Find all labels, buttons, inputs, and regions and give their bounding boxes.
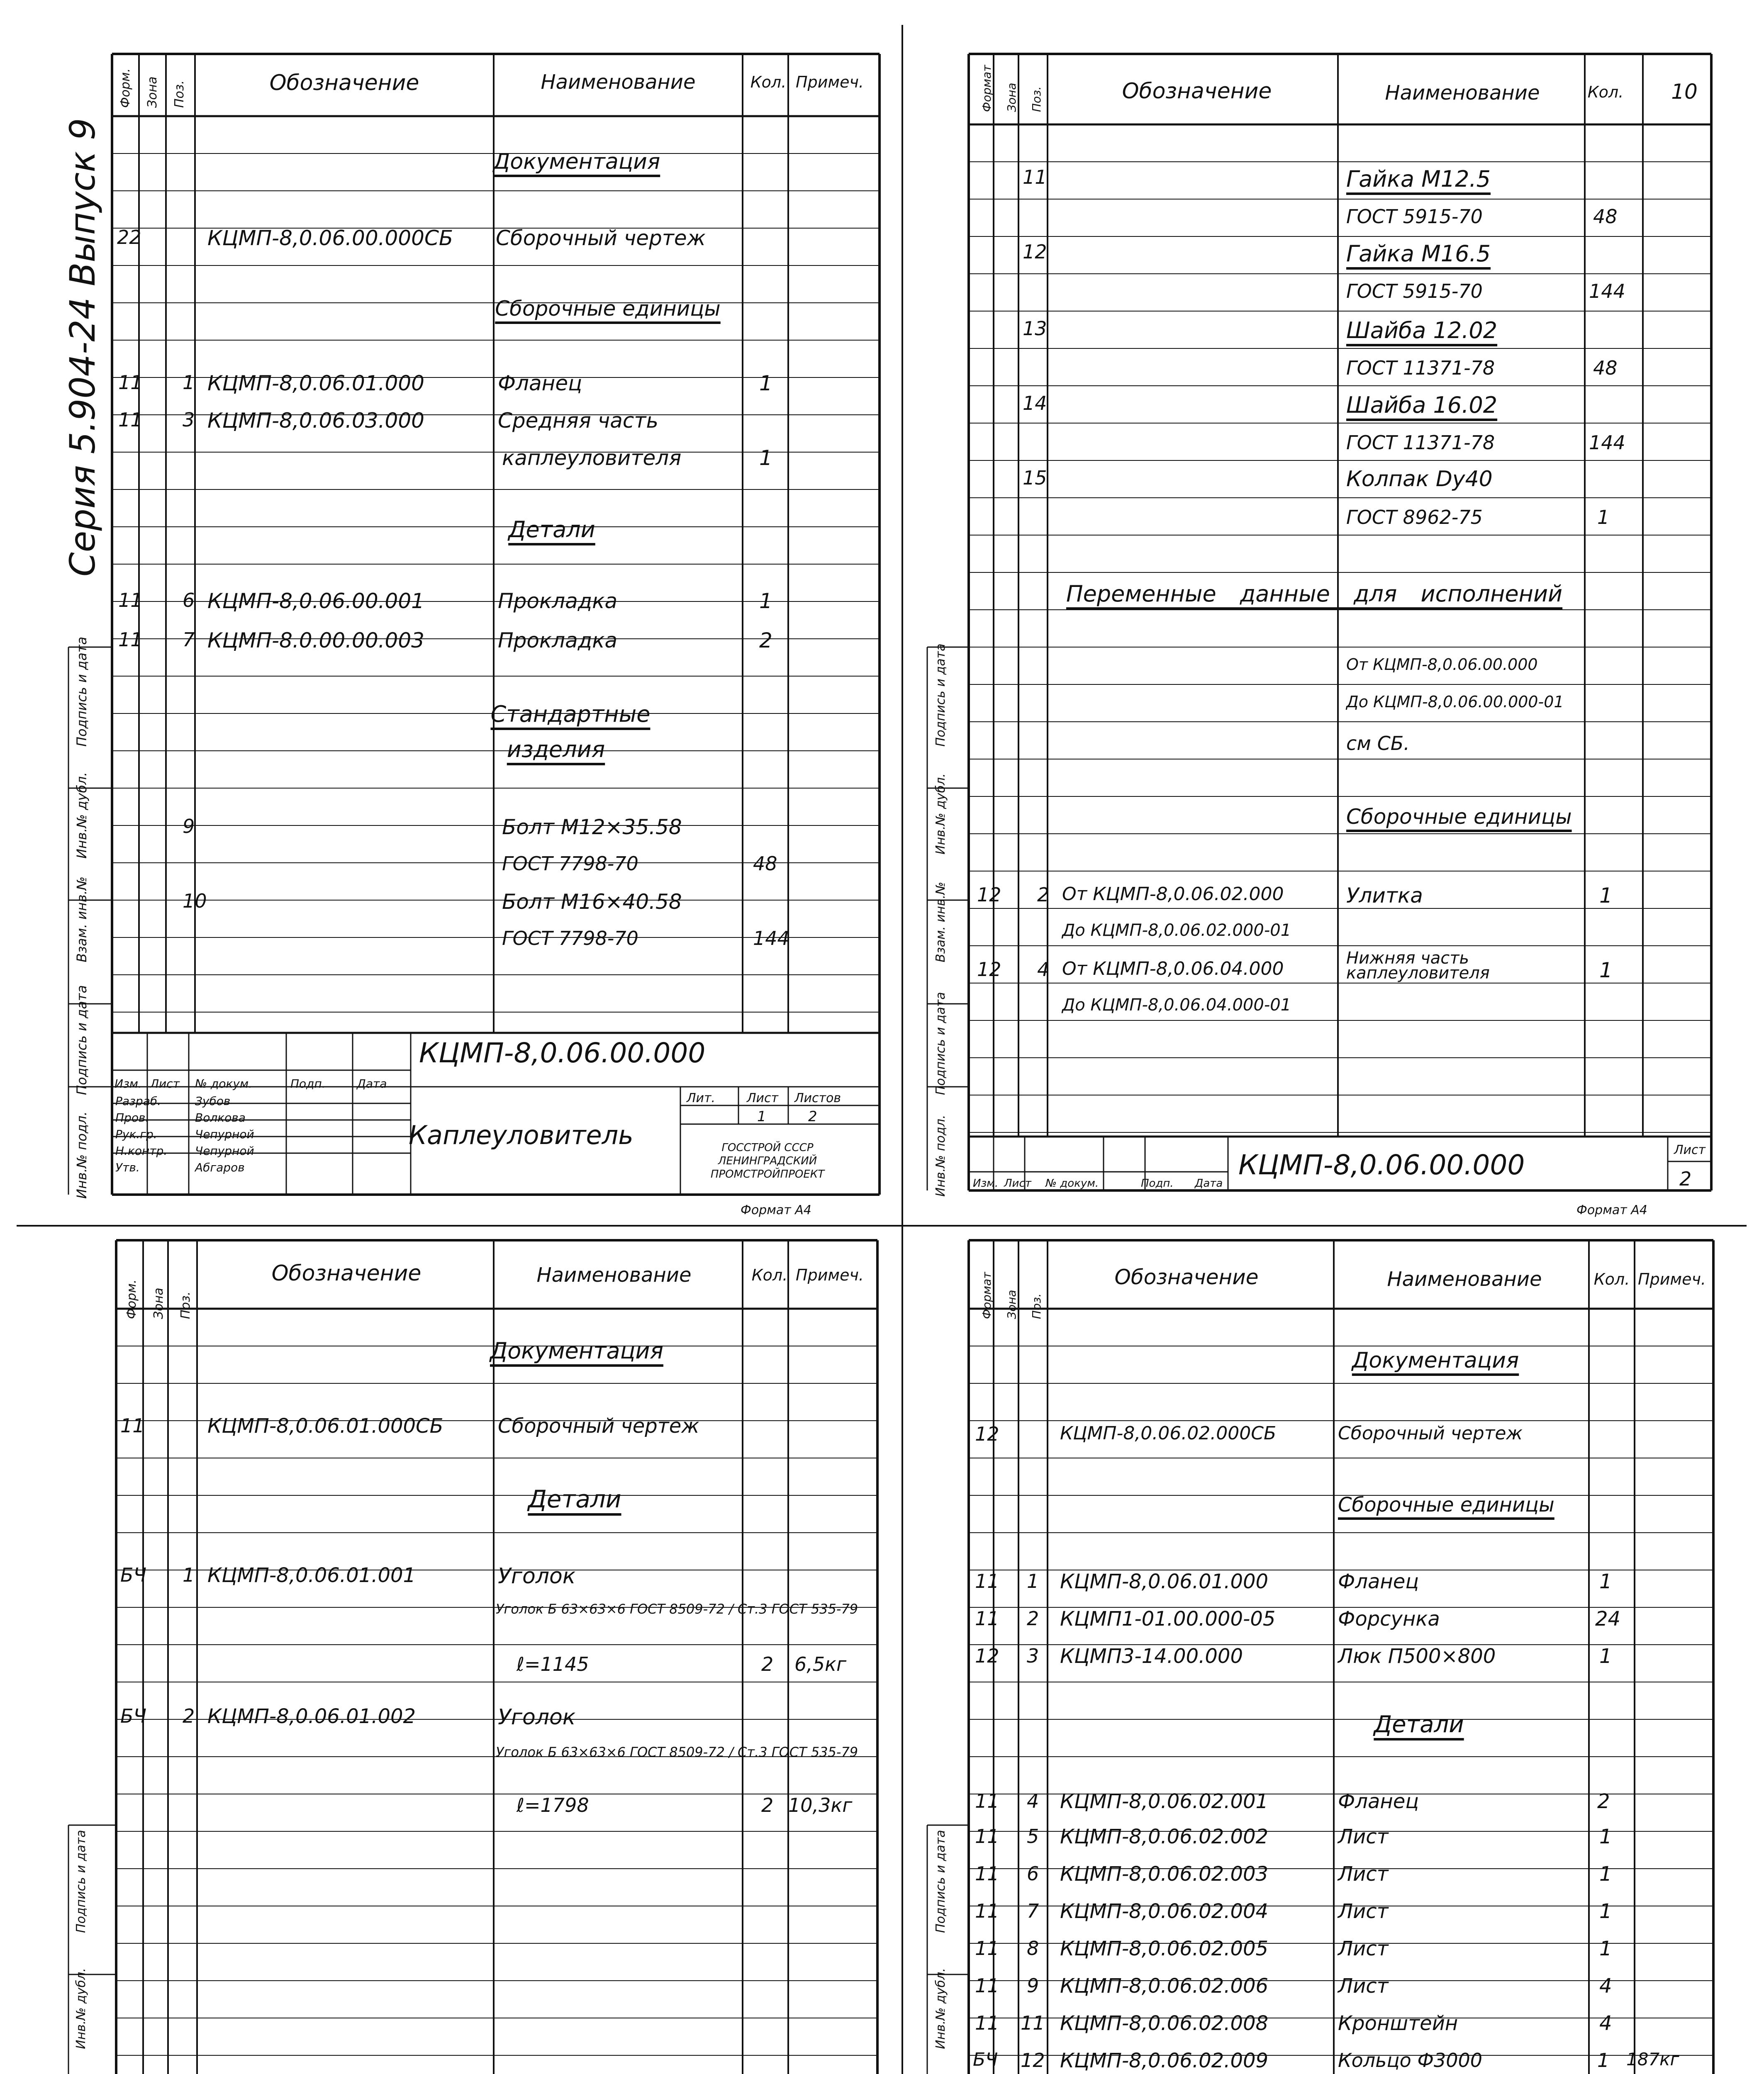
s2-margin-stamp-0: Инв.№ подл.	[933, 1115, 948, 1197]
s2-header-designation: Обозначение	[1122, 79, 1272, 104]
s3-row-3-format: БЧ	[120, 1564, 147, 1586]
s1-header-pos: Поз.	[172, 80, 187, 108]
s2-row-7-qty: 144	[1589, 431, 1625, 454]
s4-row-5-qty: 1	[1599, 1645, 1612, 1668]
s1-row-10-name: изделия	[507, 736, 605, 762]
s4-row-14-designation: КЦМП-8,0.06.02.009	[1060, 2049, 1269, 2072]
s2-row-20-designation: До КЦМП-8,0.06.04.000-01	[1062, 996, 1291, 1015]
s2-row-5-qty: 48	[1593, 357, 1618, 379]
s4-row-9-format: 11	[975, 1862, 999, 1885]
s4-row-4-pos: 2	[1027, 1607, 1039, 1630]
s4-row-12-name: Лист	[1338, 1974, 1389, 1998]
s1-stamp-code: КЦМП-8,0.06.00.000	[419, 1037, 706, 1069]
s1-row-3-qty: 1	[759, 371, 772, 395]
s1-stamp-person-0: Зубов	[195, 1094, 231, 1108]
s2-margin-stamp-1: Подпись и дата	[933, 992, 948, 1095]
s1-stamp-sheets-total: 2	[808, 1108, 817, 1125]
s4-row-9-pos: 6	[1027, 1862, 1039, 1885]
s4-row-9-name: Лист	[1338, 1862, 1389, 1886]
s2-row-0-pos: 11	[1023, 166, 1047, 188]
s2-row-19-designation: От КЦМП-8,0.06.04.000	[1062, 958, 1284, 979]
s2-stamp-sheet-label: Лист	[1674, 1143, 1706, 1157]
s3-row-0-name: Документация	[490, 1338, 663, 1364]
s2-format-label: Формат А4	[1576, 1203, 1647, 1217]
s1-row-9-name: Стандартные	[490, 701, 651, 727]
s2-row-15-name: Сборочные единицы	[1346, 805, 1572, 829]
s1-stamp-col-4: Дата	[357, 1077, 387, 1091]
s4-row-11-designation: КЦМП-8,0.06.02.005	[1060, 1937, 1269, 1960]
s4-row-10-designation: КЦМП-8,0.06.02.004	[1060, 1900, 1269, 1923]
s4-row-10-name: Лист	[1338, 1900, 1389, 1923]
s4-row-3-format: 11	[975, 1570, 999, 1592]
s2-header-name: Наименование	[1385, 81, 1540, 105]
s4-margin-stamp-4: Подпись и дата	[933, 1830, 948, 1933]
s2-row-0-name: Гайка М12.5	[1346, 166, 1491, 192]
s1-row-3-format: 11	[118, 371, 143, 394]
s1-row-8-pos: 7	[183, 628, 195, 651]
s1-stamp-org-2: ПРОМСТРОЙПРОЕКТ	[710, 1168, 825, 1181]
s4-header-format: Формат	[980, 1272, 994, 1319]
s1-row-12-name: ГОСТ 7798-70	[502, 852, 638, 875]
s1-margin-stamp-2: Взам. инв.№	[74, 876, 90, 962]
s1-row-7-format: 11	[118, 589, 143, 611]
s4-row-13-name: Кронштейн	[1338, 2012, 1458, 2035]
s2-row-12-name: От КЦМП-8,0.06.00.000	[1346, 655, 1538, 674]
s2-header-zone: Зона	[1005, 83, 1018, 112]
s2-row-8-name: Колпак Dу40	[1346, 467, 1493, 492]
s2-header-format: Формат	[980, 65, 994, 112]
s4-row-2-name: Сборочные единицы	[1338, 1493, 1554, 1517]
s3-header-note: Примеч.	[796, 1266, 864, 1284]
s4-row-1-designation: КЦМП-8,0.06.02.000СБ	[1060, 1423, 1277, 1444]
s1-stamp-role-2: Рук.гр.	[115, 1127, 157, 1141]
s4-row-12-pos: 9	[1027, 1974, 1039, 1997]
s1-stamp-org-1: ЛЕНИНГРАДСКИЙ	[718, 1155, 817, 1167]
s3-row-3-name: Уголок	[498, 1564, 576, 1589]
s1-stamp-lit-label: Лит.	[687, 1091, 716, 1105]
series-label: Серия 5.904-24 Выпуск 9	[62, 118, 103, 577]
s2-row-17-designation: От КЦМП-8,0.06.02.000	[1062, 884, 1284, 905]
s1-stamp-col-0: Изм.	[115, 1077, 142, 1091]
s1-header-format: Форм.	[118, 68, 133, 108]
s1-stamp-role-0: Разраб.	[115, 1094, 161, 1108]
s4-row-12-designation: КЦМП-8,0.06.02.006	[1060, 1974, 1269, 1998]
s1-row-4-format: 11	[118, 409, 143, 431]
s4-row-14-format: БЧ	[973, 2049, 998, 2070]
s3-row-6-name: Уголок	[498, 1705, 576, 1730]
s1-format-label: Формат А4	[741, 1203, 811, 1217]
s2-row-19-format: 12	[977, 958, 1001, 981]
s2-stamp-sheet-no: 2	[1679, 1168, 1692, 1190]
s1-row-7-pos: 6	[183, 589, 195, 611]
s1-row-5-qty: 1	[759, 446, 772, 470]
s4-row-11-pos: 8	[1027, 1937, 1039, 1960]
s1-row-8-name: Прокладка	[498, 628, 618, 652]
s2-stamp-col-2: № докум.	[1045, 1177, 1099, 1190]
s1-header-designation: Обозначение	[269, 71, 419, 95]
s1-row-0-name: Документация	[493, 149, 660, 174]
s1-row-11-name: Болт М12×35.58	[502, 815, 682, 839]
s1-row-8-designation: КЦМП-8.0.00.00.003	[207, 628, 424, 652]
s3-row-3-pos: 1	[183, 1564, 195, 1586]
s3-row-1-format: 11	[120, 1414, 145, 1437]
s3-row-5-note: 6,5кг	[794, 1653, 847, 1675]
s1-margin-stamp-4: Подпись и дата	[74, 636, 90, 747]
s4-row-0-name: Документация	[1352, 1348, 1519, 1373]
s1-margin-stamp-0: Инв.№ подл.	[74, 1111, 90, 1199]
s1-stamp-person-2: Чепурной	[195, 1127, 254, 1141]
s3-row-6-pos: 2	[183, 1705, 195, 1727]
s3-row-6-designation: КЦМП-8,0.06.01.002	[207, 1705, 416, 1728]
s3-row-8-name: ℓ=1798	[517, 1794, 589, 1816]
s4-row-8-designation: КЦМП-8,0.06.02.002	[1060, 1825, 1269, 1848]
s3-row-8-note: 10,3кг	[788, 1794, 853, 1816]
s4-header-designation: Обозначение	[1114, 1265, 1259, 1289]
s3-row-5-name: ℓ=1145	[517, 1653, 589, 1675]
s4-row-6-name: Детали	[1374, 1711, 1464, 1738]
s4-row-4-designation: КЦМП1-01.00.000-05	[1060, 1607, 1276, 1631]
s1-row-12-qty: 48	[753, 852, 777, 875]
s1-row-4-pos: 3	[183, 409, 195, 431]
s1-stamp-sheets-label: Листов	[794, 1091, 841, 1105]
s1-header-zone: Зона	[145, 76, 160, 108]
s2-row-18-designation: До КЦМП-8,0.06.02.000-01	[1062, 921, 1291, 940]
s3-header-name: Наименование	[536, 1263, 692, 1287]
s2-row-4-name: Шайба 12.02	[1346, 317, 1498, 343]
s4-row-12-format: 11	[975, 1974, 999, 1997]
s4-row-11-name: Лист	[1338, 1937, 1389, 1960]
s2-header-pos: Поз.	[1030, 86, 1043, 112]
s1-row-4-name: Средняя часть	[498, 409, 658, 433]
s4-row-3-qty: 1	[1599, 1570, 1612, 1593]
s1-row-11-pos: 9	[183, 815, 195, 837]
s2-row-1-qty: 48	[1593, 205, 1618, 228]
s1-header-qty: Кол.	[750, 73, 787, 91]
s2-margin-stamp-4: Подпись и дата	[933, 643, 948, 747]
s2-margin-stamp-3: Инв.№ дубл.	[933, 773, 948, 854]
s4-row-5-designation: КЦМП3-14.00.000	[1060, 1645, 1243, 1668]
s4-row-3-name: Фланец	[1338, 1570, 1419, 1593]
s1-stamp-role-3: Н.контр.	[115, 1144, 168, 1158]
s4-row-7-format: 11	[975, 1790, 999, 1812]
s2-stamp-col-4: Дата	[1195, 1177, 1223, 1190]
s2-row-3-qty: 144	[1589, 280, 1625, 302]
s4-row-7-designation: КЦМП-8,0.06.02.001	[1060, 1790, 1269, 1813]
s4-row-8-qty: 1	[1599, 1825, 1612, 1848]
s3-header-zone: Зона	[151, 1288, 166, 1319]
s2-stamp-col-1: Лист	[1004, 1177, 1031, 1190]
s4-row-11-qty: 1	[1599, 1937, 1612, 1960]
s2-row-17-format: 12	[977, 884, 1001, 906]
s3-row-1-name: Сборочный чертеж	[498, 1414, 699, 1438]
s1-margin-stamp-3: Инв.№ дубл.	[74, 772, 90, 859]
s4-row-5-format: 12	[975, 1645, 999, 1667]
s2-row-13-name: До КЦМП-8,0.06.00.000-01	[1346, 693, 1564, 711]
s2-row-2-name: Гайка М16.5	[1346, 241, 1491, 267]
s2-row-8-pos: 15	[1023, 467, 1047, 489]
s2-row-3-name: ГОСТ 5915-70	[1346, 280, 1483, 302]
s4-row-10-qty: 1	[1599, 1900, 1612, 1923]
s1-row-14-name: ГОСТ 7798-70	[502, 927, 638, 949]
s2-row-7-name: ГОСТ 11371-78	[1346, 431, 1495, 454]
s1-row-5-name: каплеуловителя	[502, 446, 682, 470]
s4-row-13-pos: 11	[1021, 2012, 1045, 2034]
s2-margin-stamp-2: Взам. инв.№	[933, 881, 948, 962]
s3-row-1-designation: КЦМП-8,0.06.01.000СБ	[207, 1414, 443, 1438]
s1-row-4-designation: КЦМП-8,0.06.03.000	[207, 409, 424, 433]
s4-row-1-format: 12	[975, 1423, 999, 1445]
s2-row-5-name: ГОСТ 11371-78	[1346, 357, 1495, 379]
s4-row-3-designation: КЦМП-8,0.06.01.000	[1060, 1570, 1269, 1593]
s3-row-3-designation: КЦМП-8,0.06.01.001	[207, 1564, 416, 1587]
s4-row-9-qty: 1	[1599, 1862, 1612, 1886]
s3-header-format: Форм.	[124, 1279, 139, 1319]
s1-row-1-format: 22	[117, 226, 141, 248]
s2-row-2-pos: 12	[1023, 241, 1047, 263]
s3-row-2-name: Детали	[528, 1485, 621, 1513]
s4-row-7-pos: 4	[1027, 1790, 1039, 1812]
s4-row-14-note: 187кг	[1626, 2049, 1679, 2069]
s2-row-19-qty: 1	[1599, 958, 1613, 982]
s1-row-8-qty: 2	[759, 628, 772, 652]
s4-row-10-format: 11	[975, 1900, 999, 1922]
s4-row-14-name: Кольцо Ф3000	[1338, 2049, 1483, 2072]
s1-row-2-name: Сборочные единицы	[495, 297, 721, 321]
s4-header-name: Наименование	[1387, 1268, 1542, 1291]
s3-header-pos: Поз.	[178, 1291, 193, 1319]
s2-row-1-name: ГОСТ 5915-70	[1346, 205, 1483, 228]
s1-row-7-qty: 1	[759, 589, 772, 613]
s1-stamp-sheet-label: Лист	[747, 1091, 779, 1105]
s4-margin-stamp-3: Инв.№ дубл.	[933, 1968, 948, 2049]
s4-row-3-pos: 1	[1027, 1570, 1039, 1592]
s2-row-19-name: Нижняя часть каплеуловителя	[1346, 949, 1490, 983]
s4-row-7-name: Фланец	[1338, 1790, 1419, 1813]
s4-header-zone: Зона	[1005, 1290, 1018, 1319]
s1-stamp-org-0: ГОССТРОЙ СССР	[721, 1142, 814, 1154]
s2-row-6-pos: 14	[1023, 392, 1047, 414]
s2-row-6-name: Шайба 16.02	[1346, 392, 1498, 418]
s1-row-13-name: Болт М16×40.58	[502, 890, 682, 914]
s4-row-5-pos: 3	[1027, 1645, 1039, 1667]
s1-row-3-name: Фланец	[498, 371, 582, 395]
s1-stamp-role-4: Утв.	[115, 1161, 140, 1174]
s2-stamp-col-0: Изм.	[973, 1177, 999, 1190]
s4-row-5-name: Люк П500×800	[1338, 1645, 1496, 1668]
s4-row-13-designation: КЦМП-8,0.06.02.008	[1060, 2012, 1269, 2035]
s4-row-14-pos: 12	[1021, 2049, 1045, 2072]
s1-row-14-qty: 144	[753, 927, 789, 949]
s4-row-4-format: 11	[975, 1607, 999, 1630]
s1-margin-stamp-1: Подпись и дата	[74, 985, 90, 1095]
s3-margin-stamp-3: Инв.№ дубл.	[74, 1968, 88, 2049]
s3-row-6-format: БЧ	[120, 1705, 147, 1727]
s1-stamp-person-3: Чепурной	[195, 1144, 254, 1158]
s4-row-8-name: Лист	[1338, 1825, 1389, 1848]
s2-stamp-code: КЦМП-8,0.06.00.000	[1238, 1149, 1525, 1181]
s1-stamp-sheet-no: 1	[757, 1108, 766, 1125]
s4-row-11-format: 11	[975, 1937, 999, 1960]
s4-row-10-pos: 7	[1027, 1900, 1039, 1922]
s2-row-17-pos: 2	[1037, 884, 1050, 906]
s1-row-7-designation: КЦМП-8,0.06.00.001	[207, 589, 424, 613]
s3-row-4-name: Уголок Б 63×63×6 ГОСТ 8509-72 / Ст.3 ГОСТ 535-79	[496, 1601, 858, 1617]
s4-row-13-qty: 4	[1599, 2012, 1612, 2035]
s1-row-13-pos: 10	[183, 890, 207, 912]
s1-stamp-person-4: Абгаров	[195, 1161, 245, 1174]
s2-header-page: 10	[1671, 80, 1698, 104]
s1-stamp-role-1: Пров.	[115, 1111, 149, 1125]
s1-row-3-designation: КЦМП-8,0.06.01.000	[207, 371, 424, 395]
s3-header-qty: Кол.	[751, 1266, 788, 1284]
s1-header-name: Наименование	[541, 71, 696, 94]
s1-stamp-col-3: Подп.	[290, 1077, 326, 1091]
s2-row-9-qty: 1	[1597, 506, 1610, 528]
s2-row-17-name: Улитка	[1346, 884, 1423, 908]
s4-row-13-format: 11	[975, 2012, 999, 2034]
s1-row-7-name: Прокладка	[498, 589, 618, 613]
s2-row-14-name: см СБ.	[1346, 732, 1410, 755]
s2-header-qty: Кол.	[1587, 83, 1624, 101]
s4-row-4-name: Форсунка	[1338, 1607, 1440, 1631]
s1-row-6-name: Детали	[508, 516, 595, 543]
s3-row-5-qty: 2	[761, 1653, 774, 1675]
s1-stamp-col-2: № докум.	[195, 1077, 253, 1091]
s2-row-19-pos: 4	[1037, 958, 1050, 981]
s4-row-12-qty: 4	[1599, 1974, 1612, 1998]
s4-row-8-pos: 5	[1027, 1825, 1039, 1848]
s1-row-8-format: 11	[118, 628, 143, 651]
s2-row-9-name: ГОСТ 8962-75	[1346, 506, 1483, 528]
s4-row-1-name: Сборочный чертеж	[1338, 1423, 1523, 1444]
s4-row-7-qty: 2	[1597, 1790, 1610, 1813]
s3-margin-stamp-4: Подпись и дата	[74, 1830, 88, 1933]
s2-row-17-qty: 1	[1599, 884, 1613, 908]
s1-row-1-designation: КЦМП-8,0.06.00.000СБ	[207, 226, 453, 250]
s2-stamp-col-3: Подп.	[1141, 1177, 1174, 1190]
s3-row-7-name: Уголок Б 63×63×6 ГОСТ 8509-72 / Ст.3 ГОСТ 535-79	[496, 1744, 858, 1760]
s1-stamp-person-1: Волкова	[195, 1111, 246, 1125]
s4-row-4-qty: 24	[1595, 1607, 1621, 1631]
s2-row-10-designation: Переменные данные для исполнений	[1066, 581, 1563, 607]
s1-stamp-title: Каплеуловитель	[409, 1120, 633, 1150]
s1-header-note: Примеч.	[796, 73, 864, 91]
s4-row-14-qty: 1	[1597, 2049, 1610, 2072]
s4-row-8-format: 11	[975, 1825, 999, 1848]
s4-header-note: Примеч.	[1638, 1270, 1706, 1288]
s3-header-designation: Обозначение	[271, 1261, 422, 1286]
s2-row-4-pos: 13	[1023, 317, 1047, 340]
s1-stamp-col-1: Лист	[150, 1077, 180, 1091]
s4-row-9-designation: КЦМП-8,0.06.02.003	[1060, 1862, 1269, 1886]
s1-row-1-name: Сборочный чертеж	[496, 226, 706, 250]
s4-header-qty: Кол.	[1593, 1270, 1630, 1288]
s3-row-8-qty: 2	[761, 1794, 774, 1816]
s1-row-3-pos: 1	[183, 371, 195, 394]
s4-header-pos: Поз.	[1030, 1293, 1043, 1319]
